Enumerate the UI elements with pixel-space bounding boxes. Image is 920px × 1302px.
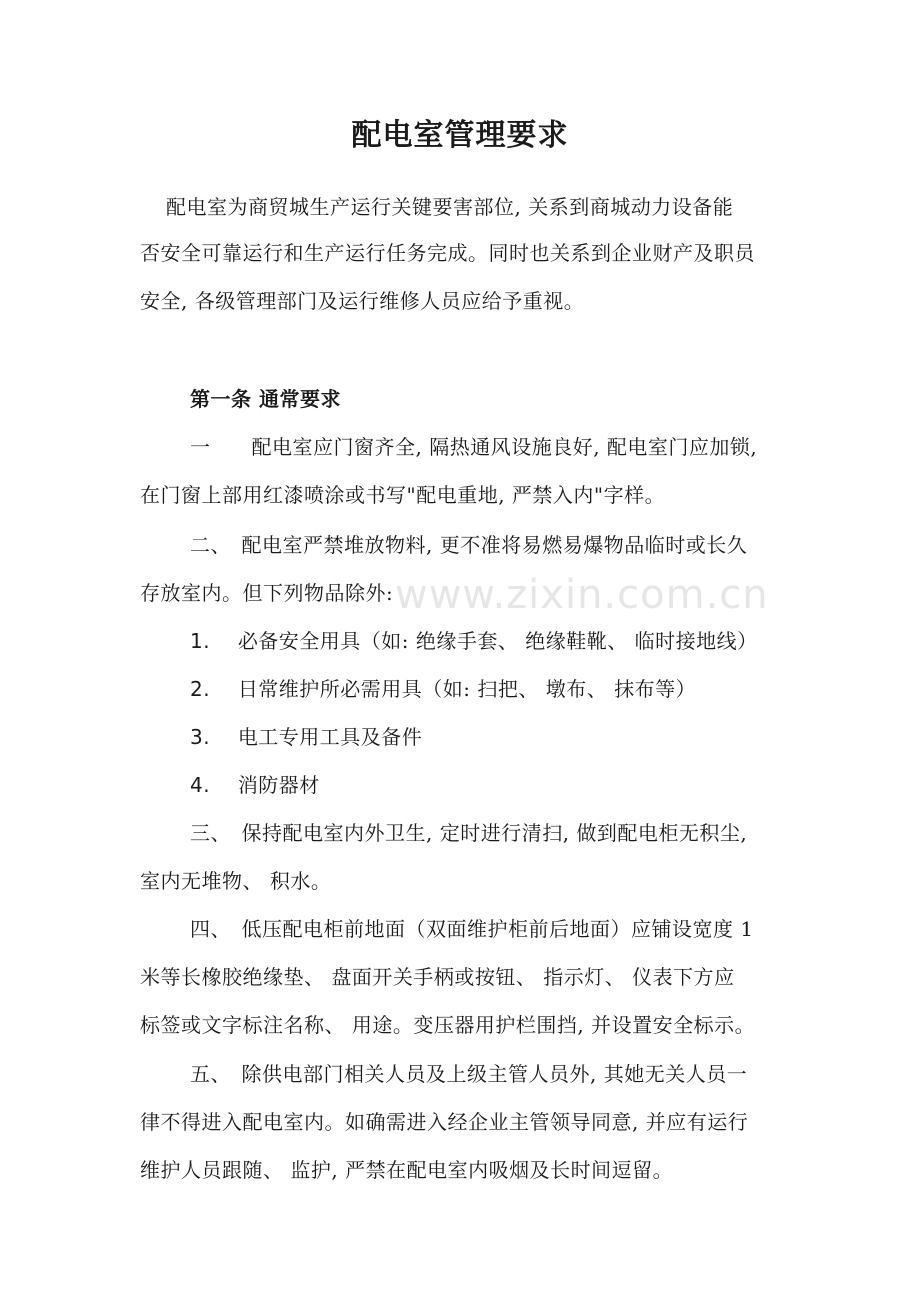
- intro-line-1: 配电室为商贸城生产运行关键要害部位, 关系到商城动力设备能: [166, 195, 734, 219]
- watermark: www.zixin.com.cn: [395, 572, 769, 618]
- sublist-item-4: [190, 771, 320, 799]
- item5-line-2: 律不得进入配电室内。如确需进入经企业主管领导同意, 并应有运行: [140, 1110, 749, 1134]
- sublist-text: 消防器材: [237, 773, 320, 797]
- document-title: 配电室管理要求: [351, 118, 569, 153]
- item4-line-2: 米等长橡胶绝缘垫、 盘面开关手柄或按钮、 指示灯、 仪表下方应: [140, 965, 735, 989]
- sublist-text: 电工专用工具及备件: [237, 725, 423, 749]
- sublist-number: 3.: [190, 725, 211, 749]
- sublist-number: 2.: [190, 677, 211, 701]
- item2-line-1: 二、 配电室严禁堆放物料, 更不准将易燃易爆物品临时或长久: [190, 533, 748, 557]
- item1-line-2: 在门窗上部用红漆喷涂或书写"配电重地, 严禁入内"字样。: [140, 483, 666, 507]
- item3-line-2: 室内无堆物、 积水。: [140, 869, 332, 893]
- intro-line-2: 否安全可靠运行和生产运行任务完成。同时也关系到企业财产及职员: [140, 241, 755, 265]
- section-heading: 第一条 通常要求: [190, 387, 341, 411]
- item5-line-1: 五、 除供电部门相关人员及上级主管人员外, 其她无关人员一: [190, 1062, 748, 1086]
- item2-line-2: 存放室内。但下列物品除外:: [140, 581, 394, 605]
- sublist-number: 4.: [190, 773, 211, 797]
- item4-line-1: 四、 低压配电柜前地面（双面维护柜前后地面）应铺设宽度 1: [190, 917, 754, 941]
- sublist-text: 日常维护所必需用具（如: 扫把、 墩布、 抹布等）: [237, 677, 697, 701]
- sublist-item-3: [190, 723, 422, 751]
- sublist-item-1: [190, 627, 758, 655]
- item5-line-3: 维护人员跟随、 监护, 严禁在配电室内吸烟及长时间逗留。: [140, 1158, 674, 1182]
- sublist-item-2: [190, 675, 696, 703]
- sublist-text: 必备安全用具（如: 绝缘手套、 绝缘鞋靴、 临时接地线）: [237, 629, 758, 653]
- sublist-number: 1.: [190, 629, 211, 653]
- item3-line-1: 三、 保持配电室内外卫生, 定时进行清扫, 做到配电柜无积尘,: [190, 821, 748, 845]
- item4-line-3: 标签或文字标注名称、 用途。变压器用护栏围挡, 并设置安全标示。: [140, 1013, 756, 1037]
- intro-line-3: 安全, 各级管理部门及运行维修人员应给予重视。: [140, 289, 585, 313]
- item1-line-1: 一 配电室应门窗齐全, 隔热通风设施良好, 配电室门应加锁,: [190, 435, 758, 459]
